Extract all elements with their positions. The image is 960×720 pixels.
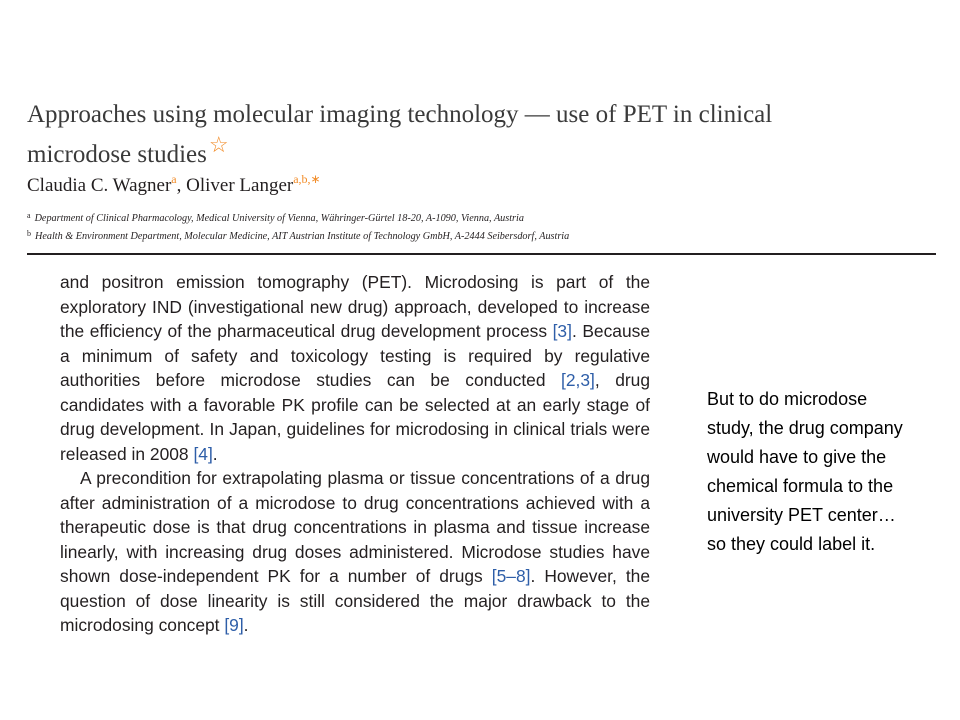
affiliation-b-text: Health & Environment Department, Molecular Medicine, AIT Austrian Institute of Technology GmbH, A-2444 Seibersdorf, Austria	[35, 231, 570, 242]
affiliations	[27, 208, 937, 244]
author-separator: ,	[176, 175, 187, 196]
author-list	[27, 174, 927, 198]
author-langer-affiliation-link[interactable]: a,b,∗	[293, 172, 321, 186]
article-excerpt	[60, 270, 650, 670]
affiliation-a-mark: a	[27, 211, 31, 220]
author-wagner: Claudia C. Wagner	[27, 175, 172, 196]
author-langer: Oliver Langer	[186, 175, 294, 196]
paragraph-1-text-c: , drug candidates with a favorable PK profile can be selected at an early stage of drug development. In Japan, guidelines for microdosing in clinical trials were released in 2008	[60, 370, 650, 464]
author-wagner-affiliation-link[interactable]: a	[171, 172, 177, 186]
paragraph-2	[60, 466, 650, 638]
slide-note: But to do microdose study, the drug company would have to give the chemical formula to the university PET center… so they could label it.	[707, 389, 903, 554]
citation-3[interactable]: [3]	[552, 321, 572, 341]
citation-4[interactable]: [4]	[193, 443, 213, 464]
citation-5-8[interactable]: [5–8]	[491, 566, 531, 586]
paragraph-2-text-c: .	[243, 615, 249, 635]
title-footnote-star-icon[interactable]: ☆	[208, 132, 229, 157]
affiliation-b-mark: b	[27, 229, 31, 238]
paragraph-1	[60, 270, 650, 466]
affiliation-a-text: Department of Clinical Pharmacology, Medical University of Vienna, Währinger-Gürtel 18-20, A-1090, Vienna, Austria	[34, 213, 524, 224]
title-line-2: microdose studies	[27, 141, 207, 168]
citation-9[interactable]: [9]	[224, 615, 244, 635]
paragraph-2-text-b: . However, the question of dose linearity is still considered the major drawback to the microdosing concept	[60, 566, 650, 635]
citation-2-3[interactable]: [2,3]	[561, 370, 595, 390]
paragraph-2-text-a: A precondition for extrapolating plasma or tissue concentrations of a drug after administration of a microdose to drug concentrations achieved with a therapeutic dose is that drug concentrations in plasma and tissue increase linearly, with increasing drug doses administered. Microdose studies have shown dose-independent PK for a number of drugs	[60, 468, 650, 586]
article-title	[27, 100, 937, 170]
paragraph-1-text-d: .	[212, 443, 218, 464]
paragraph-1-text-a: and positron emission tomography (PET). Microdosing is part of the exploratory IND (investigational new drug) approach, developed to increase the efficiency of the pharmaceutical drug development process	[60, 272, 650, 341]
affiliation-b	[27, 226, 937, 244]
paragraph-1-text-b: . Because a minimum of safety and toxicology testing is required by regulative authorities before microdose studies can be conducted	[60, 321, 650, 390]
affiliation-a	[27, 208, 937, 226]
header-divider	[27, 253, 936, 255]
title-line-1: Approaches using molecular imaging technology — use of PET in clinical	[27, 101, 773, 128]
